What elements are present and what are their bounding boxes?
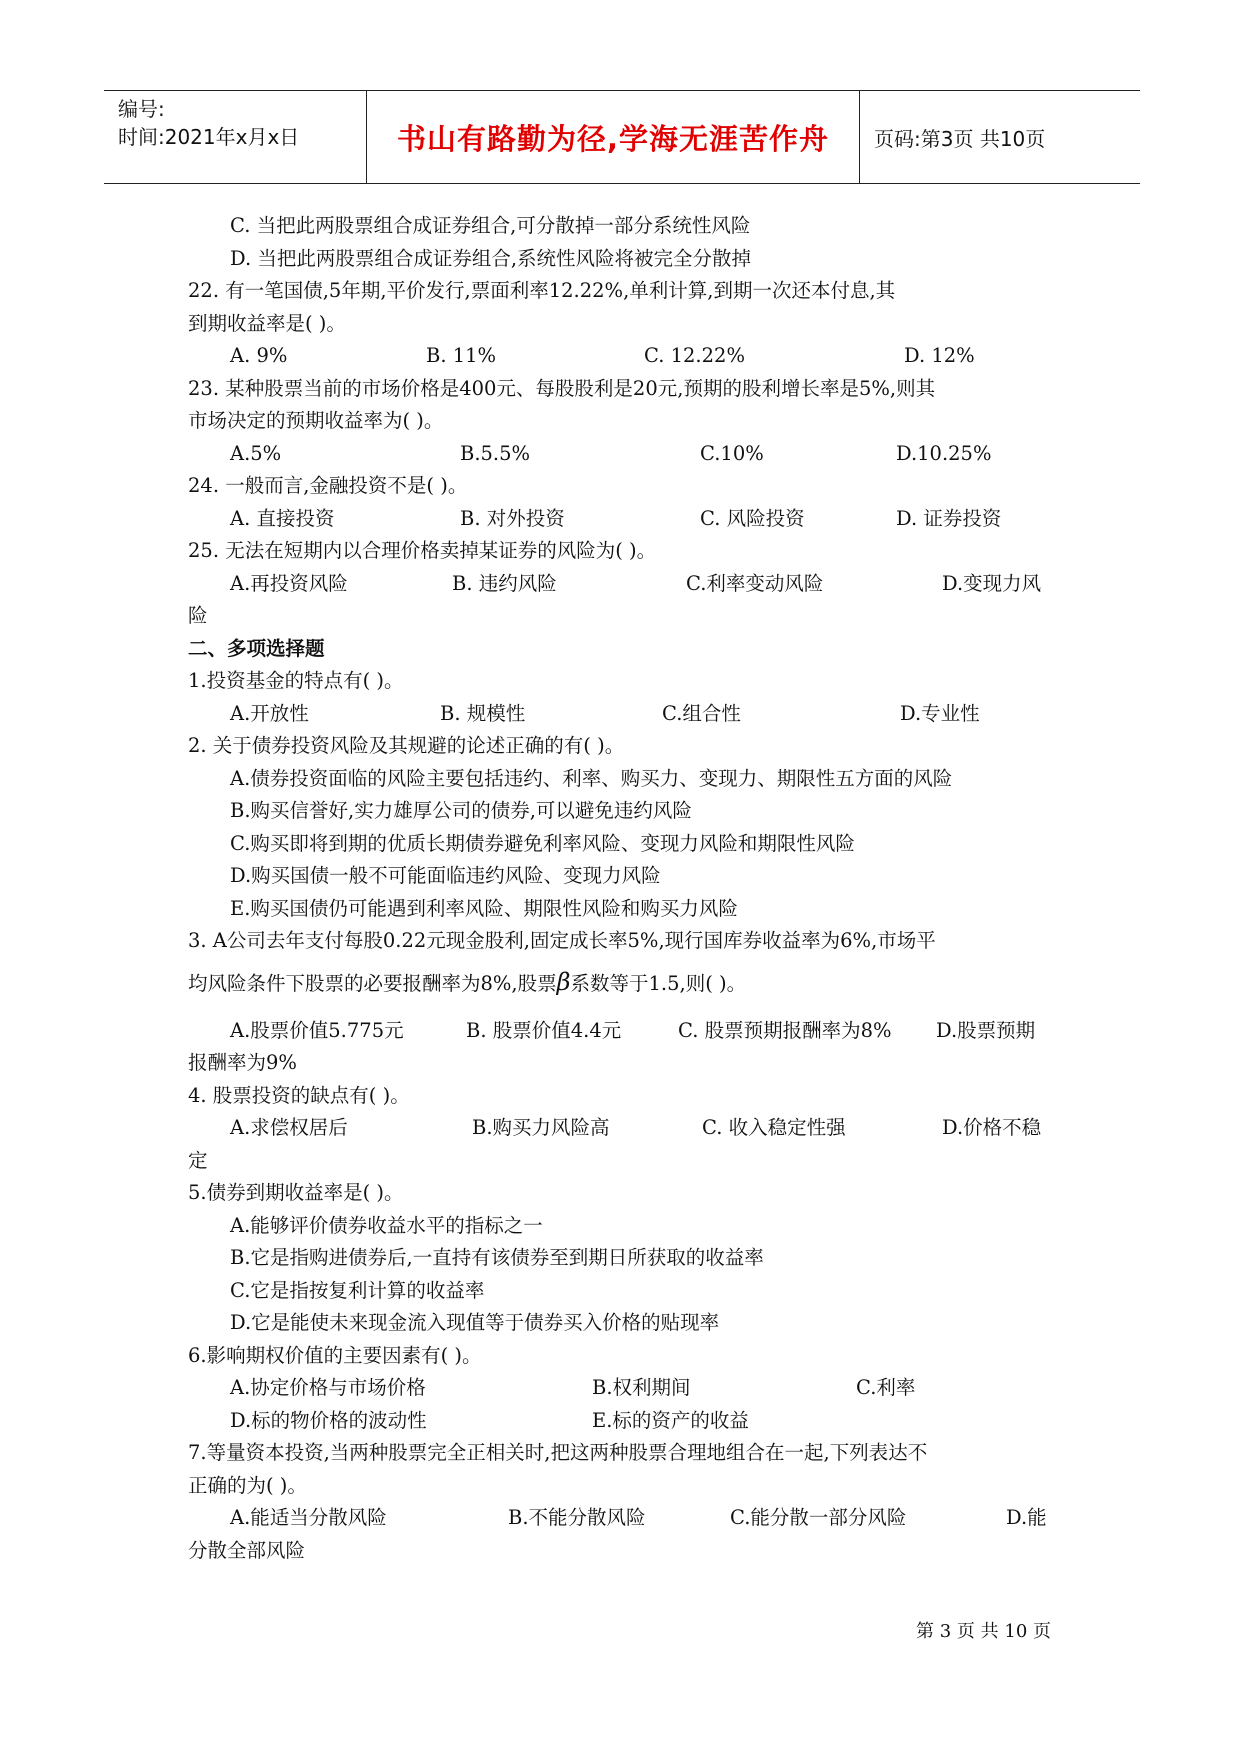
m7-options (188, 1502, 1060, 1535)
q25-option-b: B. 违约风险 (452, 571, 557, 595)
q23-option-a: A.5% (230, 441, 282, 465)
m2-option-c: C.购买即将到期的优质长期债券避免利率风险、变现力风险和期限性风险 (230, 831, 855, 855)
m7-option-d-wrap: 分散全部风险 (188, 1538, 306, 1562)
q25-option-d-wrap: 险 (188, 604, 208, 627)
m2-option-e: E.购买国债仍可能遇到利率风险、期限性风险和购买力风险 (230, 896, 738, 920)
q22-options (188, 340, 1060, 373)
m5-option-a: A.能够评价债券收益水平的指标之一 (230, 1213, 543, 1237)
m4-option-a: A.求偿权居后 (230, 1116, 348, 1139)
q22-option-a: A. 9% (230, 344, 288, 367)
section-title: 二、多项选择题 (188, 636, 325, 660)
q24-options (188, 503, 1060, 536)
m6-option-a: A.协定价格与市场价格 (230, 1376, 426, 1399)
m3-stem-cont-post: 系数等于1.5,则( )。 (570, 971, 747, 995)
m7-option-c: C.能分散一部分风险 (730, 1506, 907, 1529)
m6-options-row2 (188, 1405, 1060, 1438)
m4-options (188, 1112, 1060, 1145)
m3-option-b: B. 股票价值4.4元 (466, 1018, 622, 1042)
m5-stem: 5.债券到期收益率是( )。 (188, 1181, 404, 1204)
header-page-info: 页码:第3页 共10页 (874, 126, 1046, 151)
q25-option-a: A.再投资风险 (230, 571, 348, 595)
m3-option-c: C. 股票预期报酬率为8% (678, 1018, 892, 1042)
m2-option-b: B.购买信誉好,实力雄厚公司的债券,可以避免违约风险 (230, 799, 692, 822)
m1-option-a: A.开放性 (230, 701, 309, 725)
header-motto: 书山有路勤为径,学海无涯苦作舟 (367, 91, 860, 183)
document-body (188, 210, 1060, 1567)
q25-option-c: C.利率变动风险 (686, 571, 824, 595)
q23-options (188, 438, 1060, 471)
m3-option-d-wrap: 报酬率为9% (188, 1051, 297, 1074)
m4-option-c: C. 收入稳定性强 (702, 1116, 846, 1139)
q25-stem: 25. 无法在短期内以合理价格卖掉某证券的风险为( )。 (188, 539, 657, 562)
q23-stem-cont: 市场决定的预期收益率为( )。 (188, 409, 444, 432)
m1-option-b: B. 规模性 (440, 701, 526, 725)
q21-option-d: D. 当把此两股票组合成证券组合,系统性风险将被完全分散掉 (230, 246, 752, 270)
m4-option-d-wrap: 定 (188, 1148, 208, 1172)
m7-option-b: B.不能分散风险 (508, 1506, 646, 1529)
q23-stem: 23. 某种股票当前的市场价格是400元、每股股利是20元,预期的股利增长率是5%,则其 (188, 376, 936, 400)
q23-option-b: B.5.5% (460, 441, 531, 465)
m7-option-a: A.能适当分散风险 (230, 1506, 387, 1529)
number-label: 编号: (118, 97, 165, 121)
q23-option-c: C.10% (700, 441, 764, 465)
q24-option-a: A. 直接投资 (230, 506, 335, 530)
q22-stem: 22. 有一笔国债,5年期,平价发行,票面利率12.22%,单利计算,到期一次还本付息,其 (188, 279, 896, 302)
m3-options (188, 1015, 1060, 1048)
q25-option-d: D.变现力风 (942, 571, 1042, 595)
q22-stem-cont: 到期收益率是( )。 (188, 311, 346, 335)
m3-stem-cont (188, 962, 1060, 1003)
q24-option-b: B. 对外投资 (460, 506, 565, 530)
m5-option-b: B.它是指购进债券后,一直持有该债券至到期日所获取的收益率 (230, 1246, 764, 1269)
m6-stem: 6.影响期权价值的主要因素有( )。 (188, 1343, 482, 1367)
m2-option-d: D.购买国债一般不可能面临违约风险、变现力风险 (230, 864, 661, 887)
m6-option-b: B.权利期间 (592, 1376, 691, 1399)
m1-option-d: D.专业性 (900, 701, 980, 725)
m7-stem: 7.等量资本投资,当两种股票完全正相关时,把这两种股票合理地组合在一起,下列表达不 (188, 1441, 928, 1464)
m2-stem: 2. 关于债券投资风险及其规避的论述正确的有( )。 (188, 734, 625, 757)
page-footer: 第 3 页 共 10 页 (916, 1621, 1051, 1642)
m5-option-d: D.它是能使未来现金流入现值等于债券买入价格的贴现率 (230, 1311, 720, 1334)
m3-stem: 3. A公司去年支付每股0.22元现金股利,固定成长率5%,现行国库券收益率为6%,市场平 (188, 929, 936, 952)
m7-stem-cont: 正确的为( )。 (188, 1473, 307, 1497)
m4-option-d: D.价格不稳 (942, 1116, 1042, 1139)
m6-options-row1 (188, 1372, 1060, 1405)
time-label: 时间:2021年x月x日 (118, 125, 300, 149)
q24-option-d: D. 证券投资 (896, 506, 1002, 530)
beta-symbol: β (556, 967, 571, 996)
m3-option-a: A.股票价值5.775元 (230, 1018, 404, 1042)
q22-option-c: C. 12.22% (644, 344, 745, 367)
m5-option-c: C.它是指按复利计算的收益率 (230, 1278, 485, 1302)
page-header (104, 90, 1140, 184)
q22-option-d: D. 12% (904, 344, 975, 367)
q21-option-c: C. 当把此两股票组合成证券组合,可分散掉一部分系统性风险 (230, 214, 751, 237)
m4-stem: 4. 股票投资的缺点有( )。 (188, 1083, 410, 1107)
m4-option-b: B.购买力风险高 (472, 1116, 610, 1139)
q24-option-c: C. 风险投资 (700, 506, 805, 530)
m2-option-a: A.债券投资面临的风险主要包括违约、利率、购买力、变现力、期限性五方面的风险 (230, 766, 953, 790)
q24-stem: 24. 一般而言,金融投资不是( )。 (188, 474, 468, 497)
q22-option-b: B. 11% (426, 344, 497, 367)
m6-option-d: D.标的物价格的波动性 (230, 1408, 427, 1432)
q25-options (188, 568, 1060, 601)
q23-option-d: D.10.25% (896, 441, 992, 465)
m3-stem-cont-pre: 均风险条件下股票的必要报酬率为8%,股票 (188, 971, 557, 995)
m7-option-d: D.能 (1006, 1506, 1047, 1529)
m3-option-d: D.股票预期 (936, 1018, 1036, 1042)
m6-option-c: C.利率 (856, 1376, 916, 1399)
header-meta-cell (104, 91, 367, 183)
m1-option-c: C.组合性 (662, 701, 741, 725)
m6-option-e: E.标的资产的收益 (592, 1408, 749, 1432)
m1-stem: 1.投资基金的特点有( )。 (188, 669, 404, 692)
m1-options (188, 698, 1060, 731)
